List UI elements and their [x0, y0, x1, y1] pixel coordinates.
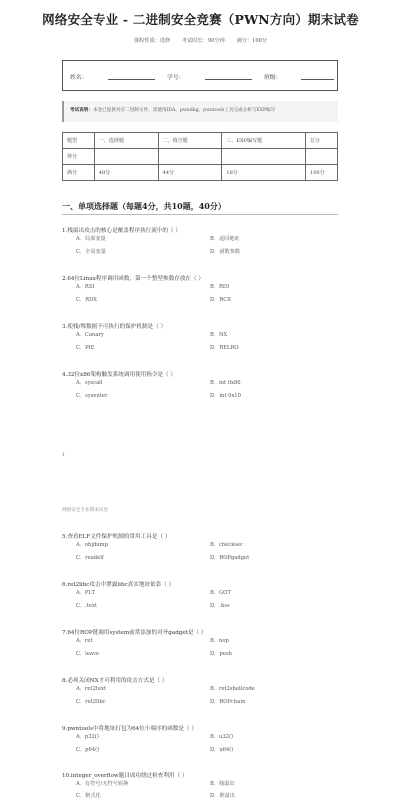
- name-label: 姓名：: [70, 75, 88, 81]
- table-cell: 得分: [63, 149, 95, 165]
- question: [62, 628, 342, 663]
- option-d[interactable]: D．RELRO: [210, 345, 239, 351]
- option-b[interactable]: B．checksec: [210, 542, 244, 548]
- option-c[interactable]: C．RDX: [76, 297, 97, 303]
- table-cell: 40分: [94, 165, 158, 181]
- score-input-cell[interactable]: [222, 149, 306, 165]
- option-b[interactable]: B．GOT: [210, 590, 231, 596]
- question: [62, 580, 342, 615]
- option-c[interactable]: C．leave: [76, 651, 99, 657]
- section-divider: [62, 214, 338, 215]
- question: [62, 322, 342, 357]
- option-b[interactable]: B．NX: [210, 332, 228, 338]
- option-b[interactable]: B．ret2shellcode: [210, 686, 255, 692]
- exam-duration: 考试时长：90分钟: [181, 38, 225, 44]
- question: [62, 226, 342, 261]
- table-cell: 题型: [63, 133, 95, 149]
- option-a[interactable]: A．PLT: [76, 590, 95, 596]
- class-label: 班级：: [264, 75, 282, 81]
- option-b[interactable]: B．栈溢出: [210, 781, 235, 787]
- option-d[interactable]: D．push: [210, 651, 233, 657]
- option-a[interactable]: A．ret: [76, 638, 93, 644]
- score-table-row: [63, 165, 338, 181]
- option-b[interactable]: B．u32(): [210, 734, 233, 740]
- option-c[interactable]: C．p64(): [76, 747, 100, 753]
- question-stem: 7.64位ROP链调用system前常添加的对齐gadget是（ ）: [62, 630, 207, 636]
- option-c[interactable]: C．全局变量: [76, 249, 106, 255]
- score-table-row: [63, 149, 338, 165]
- full-score: 满分：100分: [236, 38, 268, 44]
- option-a[interactable]: A．ret2text: [76, 686, 107, 692]
- option-a[interactable]: A．objdump: [76, 542, 108, 548]
- exam-title: 网络安全专业 - 二进制安全竞赛（PWN方向）期末试卷: [42, 12, 359, 27]
- option-d[interactable]: D．.bss: [210, 603, 230, 609]
- option-c[interactable]: C．.text: [76, 603, 97, 609]
- option-b[interactable]: B．RDI: [210, 284, 230, 290]
- score-input-cell[interactable]: [158, 149, 222, 165]
- exam-meta: [0, 37, 401, 44]
- score-table: [62, 132, 338, 181]
- question: [62, 676, 342, 711]
- question: [62, 771, 342, 800]
- table-cell: 总分: [306, 133, 338, 149]
- table-cell: 100分: [306, 165, 338, 181]
- question-stem: 4.32位x86架构触发系统调用使用指令是（ ）: [62, 372, 177, 378]
- student-id-field[interactable]: [205, 79, 252, 80]
- option-d[interactable]: D．RCX: [210, 297, 231, 303]
- question-stem: 5.查看ELF文件保护机制的常用工具是（ ）: [62, 534, 171, 540]
- score-input-cell[interactable]: [306, 149, 338, 165]
- option-c[interactable]: C．ret2libc: [76, 699, 106, 705]
- student-info-box: [62, 60, 338, 91]
- option-d[interactable]: D．堆溢出: [210, 793, 235, 799]
- question: [62, 274, 342, 309]
- option-c[interactable]: C．格式化: [76, 793, 101, 799]
- table-cell: 二、填空题: [158, 133, 222, 149]
- instructions-text: 本卷已提供对应二进制文件，需使用IDA、pwndbg、pwntools工具完成分析与EXP编写: [92, 108, 276, 113]
- question-stem: 2.64位Linux程序调用函数，第一个整型参数存放在（ ）: [62, 276, 204, 282]
- exam-instructions: [62, 101, 338, 122]
- course-type: 课程性质：选修: [133, 38, 171, 44]
- question-stem: 6.ret2libc攻击中泄露libc真实地址依靠（ ）: [62, 582, 175, 588]
- name-field[interactable]: [108, 79, 155, 80]
- option-b[interactable]: B．int 0x80: [210, 380, 241, 386]
- option-c[interactable]: C．readelf: [76, 555, 104, 561]
- question-stem: 1.栈溢出攻击的核心是覆盖程序执行流中的（ ）: [62, 228, 181, 234]
- option-d[interactable]: D．ROPgadget: [210, 555, 250, 561]
- option-c[interactable]: C．sysenter: [76, 393, 108, 399]
- class-field[interactable]: [301, 79, 334, 80]
- option-b[interactable]: B．返回地址: [210, 236, 240, 242]
- option-d[interactable]: D．函数参数: [210, 249, 241, 255]
- option-a[interactable]: A．RSI: [76, 284, 95, 290]
- score-input-cell[interactable]: [94, 149, 158, 165]
- running-header: 网络安全专业期末试卷: [62, 508, 108, 513]
- option-a[interactable]: A．p32(): [76, 734, 99, 740]
- question-stem: 8.必须关闭NX才可利用的攻击方式是（ ）: [62, 678, 168, 684]
- question: [62, 370, 342, 405]
- option-a[interactable]: A．局部变量: [76, 236, 106, 242]
- question-stem: 10.integer_overflow题目成功绕过检查利用（ ）: [62, 773, 188, 779]
- option-a[interactable]: A．Canary: [76, 332, 104, 338]
- question: [62, 532, 342, 567]
- table-cell: 44分: [158, 165, 222, 181]
- table-cell: 16分: [222, 165, 306, 181]
- score-table-header-row: [63, 133, 338, 149]
- option-b[interactable]: B．nop: [210, 638, 229, 644]
- question-stem: 3.使栈/堆数据不可执行的保护机制是（ ）: [62, 324, 167, 330]
- section-heading: 一、单项选择题（每题4分，共10题，40分）: [62, 201, 226, 211]
- question-stem: 9.pwntools中将地址打包为64位小端序的函数是（ ）: [62, 726, 197, 732]
- option-a[interactable]: A．有符号/无符号转换: [76, 781, 129, 787]
- student-id-label: 学号：: [167, 75, 185, 81]
- table-cell: 三、EXP编写题: [222, 133, 306, 149]
- table-cell: 满分: [63, 165, 95, 181]
- table-cell: 一、选择题: [94, 133, 158, 149]
- option-d[interactable]: D．ROPchain: [210, 699, 246, 705]
- option-a[interactable]: A．syscall: [76, 380, 103, 386]
- option-d[interactable]: D．int 0x10: [210, 393, 241, 399]
- question: [62, 724, 342, 759]
- option-c[interactable]: C．PIE: [76, 345, 95, 351]
- instructions-label: 考试说明：: [70, 108, 93, 113]
- option-d[interactable]: D．u64(): [210, 747, 234, 753]
- page-number: 1: [62, 452, 66, 458]
